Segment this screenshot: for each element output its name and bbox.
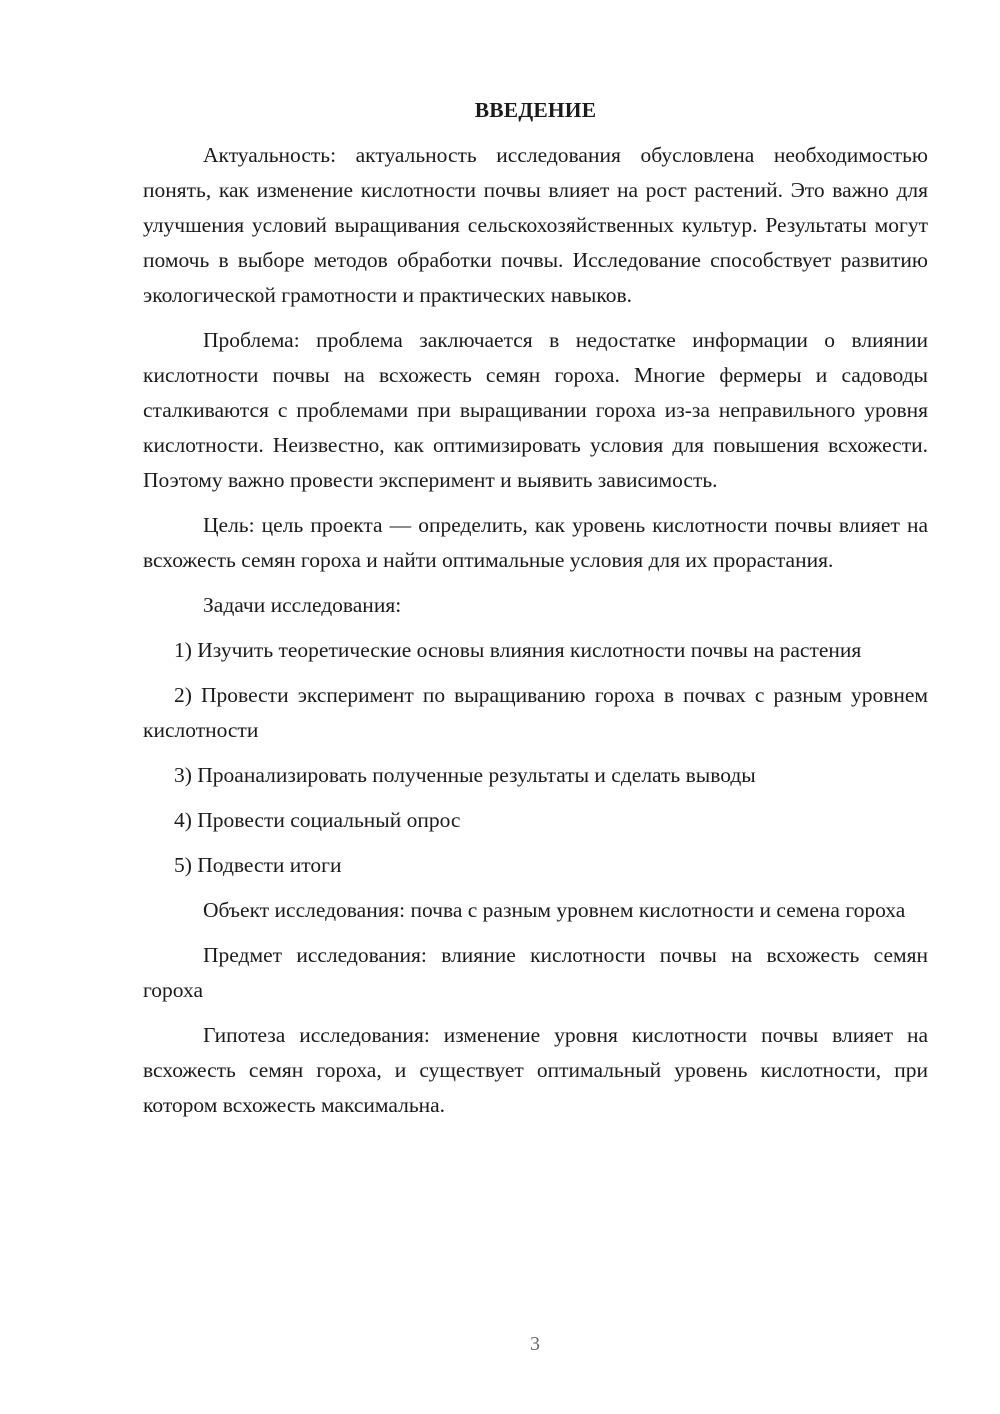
object-paragraph: Объект исследования: почва с разным уровнем кислотности и семена гороха [203, 898, 906, 922]
page-content [143, 93, 928, 1133]
problem-paragraph: Проблема: проблема заключается в недостатке информации о влиянии кислотности почвы на всхожесть семян гороха. Многие фермеры и садоводы сталкиваются с проблемами при выращивании гороха из-за неправильного уровня кислотности. Неизвестно, как оптимизировать условия для повышения всхожести. Поэтому важно провести эксперимент и выявить зависимость. [143, 328, 928, 492]
relevance-paragraph: Актуальность: актуальность исследования обусловлена необходимостью понять, как изменение кислотности почвы влияет на рост растений. Это важно для улучшения условий выращивания сельскохозяйственных культур. Результаты могут помочь в выборе методов обработки почвы. Исследование способствует развитию экологической грамотности и практических навыков. [143, 143, 928, 307]
task-item-5: 5) Подвести итоги [174, 853, 342, 877]
task-item-4: 4) Провести социальный опрос [174, 808, 461, 832]
section-title: ВВЕДЕНИЕ [474, 98, 597, 122]
hypothesis-paragraph: Гипотеза исследования: изменение уровня кислотности почвы влияет на всхожесть семян гороха, и существует оптимальный уровень кислотности, при котором всхожесть максимальна. [143, 1023, 928, 1117]
task-item-1: 1) Изучить теоретические основы влияния кислотности почвы на растения [174, 638, 862, 662]
task-item-3: 3) Проанализировать полученные результаты и сделать выводы [174, 763, 756, 787]
task-item-2: 2) Провести эксперимент по выращиванию гороха в почвах с разным уровнем кислотности [143, 683, 928, 742]
goal-paragraph: Цель: цель проекта — определить, как уровень кислотности почвы влияет на всхожесть семян гороха и найти оптимальные условия для их прорастания. [143, 513, 928, 572]
subject-paragraph: Предмет исследования: влияние кислотности почвы на всхожесть семян гороха [143, 943, 928, 1002]
page-number: 3 [530, 1333, 540, 1355]
tasks-heading: Задачи исследования: [203, 593, 402, 617]
